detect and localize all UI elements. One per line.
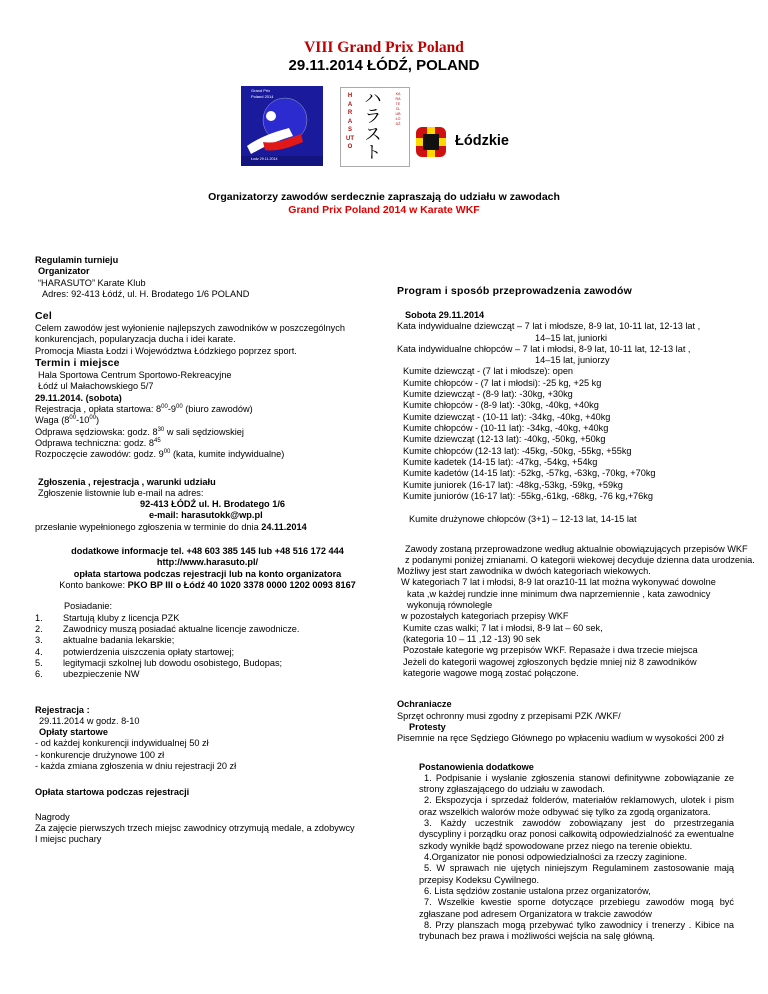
protesty-text: Pisemnie na ręce Sędziego Głównego po wpłaceniu wadium w wysokości 200 zł <box>397 733 724 744</box>
termin-title: Termin i miejsce <box>35 357 120 370</box>
rozpoczecie-line: Rozpoczęcie zawodów: godz. $9^{00}$ (kata, kumite indywidualne) <box>35 449 285 460</box>
poster-line2: Poland 2014 <box>251 94 274 99</box>
poster-line1: Grand Prix <box>251 88 271 93</box>
rule-line: Zawody zostaną przeprowadzone według aktualnie obowiązujących przepisów WKF <box>405 543 748 554</box>
lodzkie-logo <box>415 124 525 164</box>
right-column <box>397 285 755 943</box>
sobota-date: Sobota 29.11.2014 <box>405 309 485 320</box>
rules-list <box>397 543 755 680</box>
organizator-address: Adres: 92-413 Łódź, ul. H. Brodatego 1/6 POLAND <box>42 288 250 299</box>
cel-text: Celem zawodów jest wyłonienie najlepszych zawodników w poszczególnych konkurencjach, popularyzacja ducha i idei karate. <box>35 323 345 345</box>
zgloszenia-deadline: przesłanie wypełnionego zgłoszenia w terminie do dnia 24.11.2014 <box>35 521 307 532</box>
info-bank-account: Konto bankowe: PKO BP III o Łódź 40 1020 3378 0000 1202 0093 8167 <box>59 580 356 590</box>
protesty-title: Protesty <box>409 721 446 732</box>
posiadanie-item: 2. Zawodnicy muszą posiadać aktualne licencje zawodnicze. <box>35 623 300 634</box>
zgloszenia-address: 92-413 ŁÓDŹ ul. H. Brodatego 1/6 <box>140 499 285 510</box>
program-line: Kata indywidualne dziewcząt – 7 lat i młodsze, 8-9 lat, 10-11 lat, 12-13 lat , <box>397 321 701 332</box>
left-column <box>35 255 375 846</box>
program-line: Kumite chłopców - (10-11 lat): -34kg, -40kg, +40kg <box>403 423 609 434</box>
rejestracja-time: 29.11.2014 w godz. 8-10 <box>39 715 140 726</box>
regulamin-title: Regulamin turnieju <box>35 255 119 265</box>
invitation-line2: Grand Prix Poland 2014 w Karate WKF <box>288 203 480 216</box>
ochraniacze-title: Ochraniacze <box>397 699 452 710</box>
info-phone: dodatkowe informacje tel. +48 603 385 145 lub +48 516 172 444 <box>71 546 344 557</box>
program-line: Kumite dziewcząt (12-13 lat): -40kg, -50kg, +50kg <box>403 434 606 445</box>
grand-prix-poster-logo <box>241 86 323 166</box>
lodzkie-text: Łódzkie <box>455 133 509 149</box>
rule-line: Jeżeli do kategorii wagowej zgłoszonych będzie mniej niż 8 zawodników <box>403 656 697 667</box>
rule-line: kategorie wagowe mogą zostać połączone. <box>403 667 579 678</box>
main-title: VIII Grand Prix Poland <box>304 39 464 56</box>
rule-line: Pozostałe kategorie wg przepisów WKF. Repasaże i dwa trzecie miejsca <box>403 645 698 656</box>
program-line: Kumite juniorów (16-17 lat): -55kg,-61kg, -68kg, -76 kg,+76kg <box>403 490 653 501</box>
program-list <box>397 321 742 502</box>
ochraniacze-text: Sprzęt ochronny musi zgodny z przepisami PZK /WKF/ <box>397 710 621 721</box>
cel-title: Cel <box>35 310 52 323</box>
rule-line: w pozostałych kategoriach przepisy WKF <box>401 611 569 622</box>
rule-line: kata ,w każdej rundzie inne minimum dwa naprzemiennie , kata zawodnicy <box>407 588 711 599</box>
info-block <box>35 546 380 591</box>
posiadanie-item: 4. potwierdzenia uiszczenia opłaty startowej; <box>35 646 235 657</box>
zgloszenia-text: Zgłoszenie listownie lub e-mail na adres: <box>38 487 204 498</box>
postanowienie-item: 6. Lista sędziów zostanie ustalona przez organizatorów, <box>424 885 651 896</box>
rule-line: z podanymi poniżej zmianami. O kategorii wiekowej decyduje dzienna data urodzenia. <box>405 554 755 565</box>
harasuto-right-text: KARATE CLUB ŁÓDŹ <box>395 92 401 126</box>
oplaty-title: Opłaty startowe <box>39 727 108 738</box>
postanowienia-title: Postanowienia dodatkowe <box>419 761 534 772</box>
program-line: Kumite dziewcząt - (10-11 lat): -34kg, -40kg, +40kg <box>403 411 611 422</box>
odprawa-techniczna-line: Odprawa techniczna: godz. $8^{45}$ <box>35 437 161 448</box>
program-line: 14–15 lat, juniorzy <box>535 355 610 366</box>
header <box>0 38 768 76</box>
posiadanie-list <box>35 613 375 681</box>
rejestracja-time-line: Rejestracja , opłata startowa: $8^{00}-9^{00}$ (biuro zawodów) <box>35 403 253 414</box>
posiadanie-item: 3. aktualne badania lekarskie; <box>35 635 175 646</box>
oplaty-item: - konkurencje drużynowe 100 zł <box>35 749 165 760</box>
oplata-rejestracja-title: Opłata startowa podczas rejestracji <box>35 787 190 798</box>
program-line: Kumite chłopców - (7 lat i młodsi): -25 kg, +25 kg <box>403 377 602 388</box>
postanowienie-item: 8. Przy planszach mogą przebywać tylko zawodnicy i trenerzy . Kibice na trybunach bez prawa i możliwości wejścia na salę główną. <box>419 919 734 942</box>
program-line: 14–15 lat, juniorki <box>535 332 608 343</box>
termin-street: Łódź ul Małachowskiego 5/7 <box>38 381 154 392</box>
harasuto-club-logo <box>340 87 410 167</box>
rule-line: Możliwy jest start zawodnika w dwóch kategoriach wiekowych. <box>397 566 651 577</box>
oplaty-item: - każda zmiana zgłoszenia w dniu rejestracji 20 zł <box>35 761 237 772</box>
program-line: Kumite kadetek (14-15 lat): -47kg, -54kg, +54kg <box>403 456 598 467</box>
organizator-name: “HARASUTO” Karate Klub <box>38 277 146 288</box>
invitation-line1: Organizatorzy zawodów serdecznie zapraszają do udziału w zawodach <box>208 191 560 203</box>
postanowienie-item: 7. Wszelkie kwestie sporne dotyczące przebiegu zawodów mogą być zgłaszane pod adresem Organizatora w trakcie zawodów <box>419 897 734 919</box>
posiadanie-item: 5. legitymacji szkolnej lub dowodu osobistego, Budopas; <box>35 657 283 668</box>
oplaty-item: - od każdej konkurencji indywidualnej 50 zł <box>35 738 209 749</box>
harasuto-kana-text: ハラスト <box>364 89 382 162</box>
poster-figure-icon <box>241 86 323 166</box>
zgloszenia-email: e-mail: harasutokk@wp.pl <box>149 510 263 521</box>
postanowienie-item: 5. W sprawach nie ujętych niniejszym Regulaminem zastosowanie mają przepisy Kodeksu Cywilnego. <box>419 863 734 885</box>
posiadanie-item: 6. ubezpieczenie NW <box>35 669 140 680</box>
postanowienie-item: 1. Podpisanie i wysłanie zgłoszenia stanowi definitywne zobowiązanie ze strony zgłaszającego do udziału w zawodach. <box>419 772 734 795</box>
postanowienie-item: 3. Każdy uczestnik zawodów zobowiązany jest do przestrzegania dyscypliny i porządku oraz ponosi całkowitą odpowiedzialność za ewentualne szkody wynikłe bądź spowodowane przez niego na terenie obiektu. <box>419 818 734 851</box>
main-subtitle: 29.11.2014 ŁÓDŹ, POLAND <box>288 57 480 75</box>
postanowienie-item: 2. Ekspozycja i sprzedaż folderów, materiałów reklamowych, ulotek i pism oraz wszelkich walorów może odbywać się tylko za zgodą organizatora. <box>419 795 734 817</box>
termin-date: 29.11.2014. (sobota) <box>35 392 122 403</box>
termin-hall: Hala Sportowa Centrum Sportowo-Rekreacyjne <box>38 370 232 380</box>
posiadanie-item: 1. Startują kluby z licencja PZK <box>35 612 180 623</box>
program-line: Kata indywidualne chłopców – 7 lat i młodsi, 8-9 lat, 10-11 lat, 12-13 lat , <box>397 343 691 354</box>
posiadanie-title: Posiadanie: <box>64 601 113 612</box>
druzynowe-line: Kumite drużynowe chłopców (3+1) – 12-13 lat, 14-15 lat <box>409 514 637 525</box>
lodzkie-emblem-icon <box>415 126 451 160</box>
waga-time-line: Waga $(8^{00}-10^{00})$ <box>35 415 100 426</box>
harasuto-vertical-text: HARASUTO <box>346 93 354 150</box>
organizator-label: Organizator <box>38 266 90 277</box>
rejestracja-title: Rejestracja : <box>35 704 90 715</box>
program-line: Kumite dziewcząt - (7 lat i młodsze): open <box>403 366 574 377</box>
program-line: Kumite chłopców (12-13 lat): -45kg, -50kg, -55kg, +55kg <box>403 445 632 456</box>
rule-line: Kumite czas walki; 7 lat i młodsi, 8-9 lat – 60 sek, <box>403 622 603 633</box>
nagrody-title: Nagrody <box>35 811 70 822</box>
program-line: Kumite kadetów (14-15 lat): -52kg, -57kg, -63kg, -70kg, +70kg <box>403 468 656 479</box>
info-website-link[interactable]: http://www.harasuto.pl/ <box>156 557 259 568</box>
postanowienie-item: 4.Organizator nie ponosi odpowiedzialności za rzeczy zaginione. <box>424 852 688 863</box>
info-fee-note: opłata startowa podczas rejestracji lub na konto organizatora <box>73 568 342 579</box>
rule-line: wykonują równolegle <box>407 600 493 611</box>
nagrody-text: Za zajęcie pierwszych trzech miejsc zawodnicy otrzymują medale, a zdobywcy I miejsc puchary <box>35 823 355 845</box>
program-line: Kumite chłopców - (8-9 lat): -30kg, -40kg, +40kg <box>403 400 599 411</box>
program-line: Kumite dziewcząt - (8-9 lat): -30kg, +30kg <box>403 389 573 400</box>
program-line: Kumite juniorek (16-17 lat): -48kg,-53kg, -59kg, +59kg <box>403 479 623 490</box>
zgloszenia-title: Zgłoszenia , rejestracja , warunki udziału <box>38 476 216 487</box>
cel-text-2: Promocja Miasta Łodzi i Województwa Łódzkiego poprzez sport. <box>35 345 297 356</box>
program-title: Program i sposób przeprowadzenia zawodów <box>397 285 632 297</box>
rule-line: (kategoria 10 – 11 ,12 -13) 90 sek <box>403 634 541 645</box>
postanowienia-list <box>397 773 734 943</box>
oplaty-list <box>35 738 375 772</box>
invitation <box>0 191 768 217</box>
odprawa-sedziowska-line: Odprawa sędziowska: godz. $8^{30}$ w sali sędziowskiej <box>35 426 244 437</box>
poster-footer: Łodz 29.11.2014 <box>251 157 278 161</box>
rule-line: W kategoriach 7 lat i młodsi, 8-9 lat oraz10-11 lat można wykonywać dowolne <box>401 577 716 588</box>
